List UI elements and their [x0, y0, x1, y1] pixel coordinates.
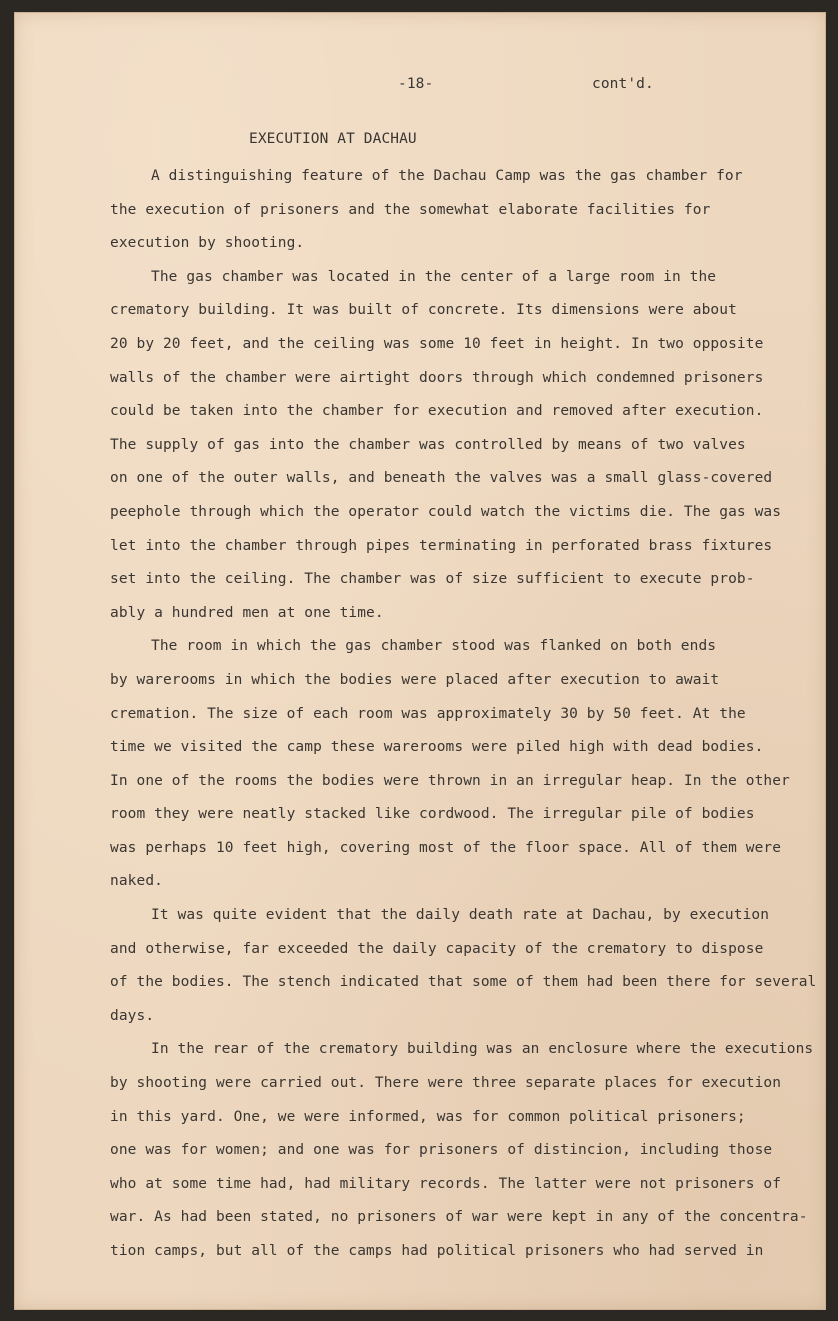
- text-line: who at some time had, had military records. The latter were not prisoners of: [110, 1175, 782, 1192]
- text-line: time we visited the camp these warerooms were piled high with dead bodies.: [110, 739, 764, 756]
- text-line: could be taken into the chamber for execution and removed after execution.: [110, 403, 764, 420]
- text-line: It was quite evident that the daily death rate at Dachau, by execution: [151, 907, 770, 924]
- continued-label: cont'd.: [592, 76, 654, 92]
- text-line: In one of the rooms the bodies were thrown in an irregular heap. In the other: [110, 772, 790, 789]
- page-number: -18-: [398, 76, 434, 92]
- text-line: ably a hundred men at one time.: [110, 604, 384, 621]
- text-line: crematory building. It was built of concrete. Its dimensions were about: [110, 302, 737, 319]
- text-line: 20 by 20 feet, and the ceiling was some 10 feet in height. In two opposite: [110, 335, 764, 352]
- text-line: naked.: [110, 873, 163, 890]
- text-line: The supply of gas into the chamber was controlled by means of two valves: [110, 436, 746, 453]
- text-line: let into the chamber through pipes terminating in perforated brass fixtures: [110, 537, 773, 554]
- text-line: the execution of prisoners and the somewhat elaborate facilities for: [110, 201, 711, 218]
- text-line: one was for women; and one was for prisoners of distincion, including those: [110, 1142, 773, 1159]
- text-line: was perhaps 10 feet high, covering most of the floor space. All of them were: [110, 839, 782, 856]
- text-line: The room in which the gas chamber stood was flanked on both ends: [151, 638, 717, 655]
- text-line: by warerooms in which the bodies were placed after execution to await: [110, 671, 720, 688]
- text-line: of the bodies. The stench indicated that some of them had been there for several: [110, 974, 817, 991]
- text-line: war. As had been stated, no prisoners of war were kept in any of the concentra-: [110, 1209, 808, 1226]
- text-line: tion camps, but all of the camps had political prisoners who had served in: [110, 1243, 764, 1259]
- text-line: and otherwise, far exceeded the daily capacity of the crematory to dispose: [110, 940, 764, 957]
- text-line: room they were neatly stacked like cordwood. The irregular pile of bodies: [110, 806, 755, 823]
- section-heading: EXECUTION AT DACHAU: [249, 131, 417, 147]
- text-line: cremation. The size of each room was approximately 30 by 50 feet. At the: [110, 705, 746, 722]
- text-line: days.: [110, 1007, 155, 1024]
- text-line: by shooting were carried out. There were three separate places for execution: [110, 1075, 782, 1092]
- text-line: execution by shooting.: [110, 235, 305, 252]
- text-line: A distinguishing feature of the Dachau Camp was the gas chamber for: [151, 168, 743, 184]
- text-line: The gas chamber was located in the center of a large room in the: [151, 268, 717, 285]
- body-text: [110, 160, 817, 1269]
- text-line: in this yard. One, we were informed, was for common political prisoners;: [110, 1108, 746, 1125]
- text-line: In the rear of the crematory building was an enclosure where the executions: [151, 1041, 814, 1058]
- text-line: peephole through which the operator could watch the victims die. The gas was: [110, 503, 782, 520]
- text-line: walls of the chamber were airtight doors through which condemned prisoners: [110, 369, 764, 386]
- text-line: set into the ceiling. The chamber was of size sufficient to execute prob-: [110, 571, 755, 588]
- document-page: [14, 12, 826, 1310]
- text-line: on one of the outer walls, and beneath the valves was a small glass-covered: [110, 470, 773, 487]
